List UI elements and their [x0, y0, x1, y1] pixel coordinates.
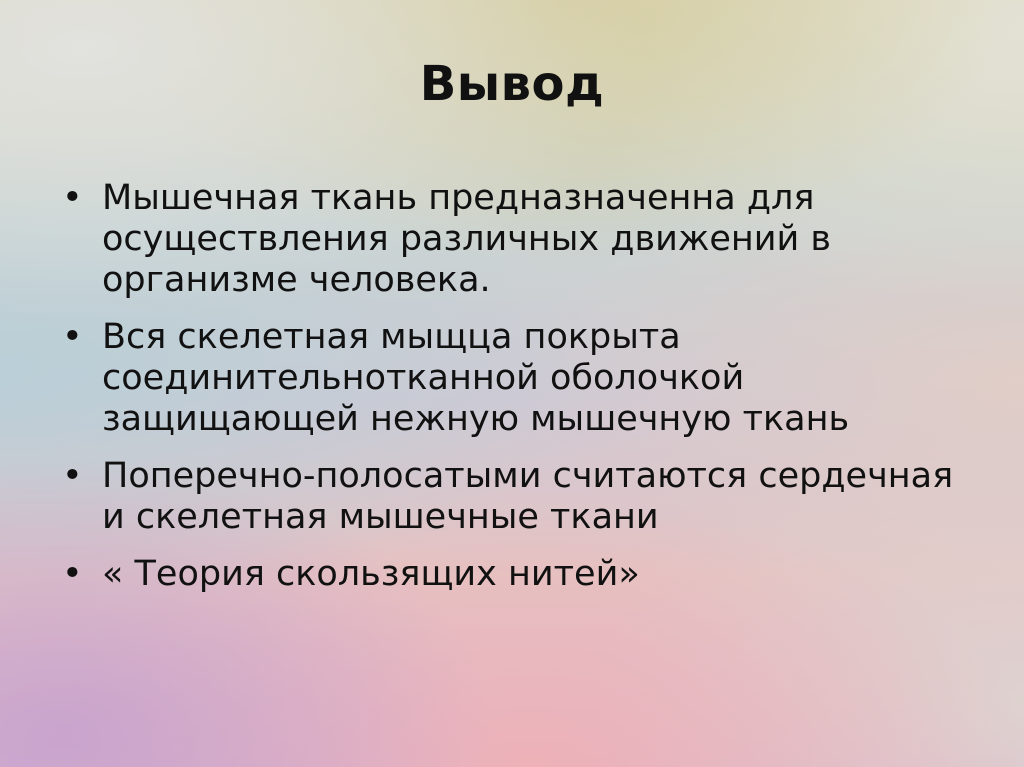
list-item: [52, 178, 964, 301]
bullet-list: [52, 178, 964, 594]
page-title: Вывод: [419, 56, 605, 112]
bullet-marker-icon: •: [62, 553, 83, 594]
list-item: [52, 554, 964, 595]
bullet-marker-icon: •: [62, 316, 83, 357]
list-item-text: Вся скелетная мыщца покрыта соединительнотканной оболочкой защищающей нежную мышечную ткань: [102, 316, 850, 439]
list-item-text: Мышечная ткань предназначенна для осуществления различных движений в организме человека.: [102, 178, 832, 300]
bullet-marker-icon: •: [62, 178, 83, 218]
list-item-text: Поперечно-полосатыми считаются сердечная и скелетная мышечные ткани: [102, 455, 954, 537]
bullet-marker-icon: •: [62, 455, 83, 496]
list-item: [52, 456, 964, 538]
list-item: [52, 317, 964, 440]
list-item-text: « Теория скользящих нитей»: [102, 553, 640, 594]
